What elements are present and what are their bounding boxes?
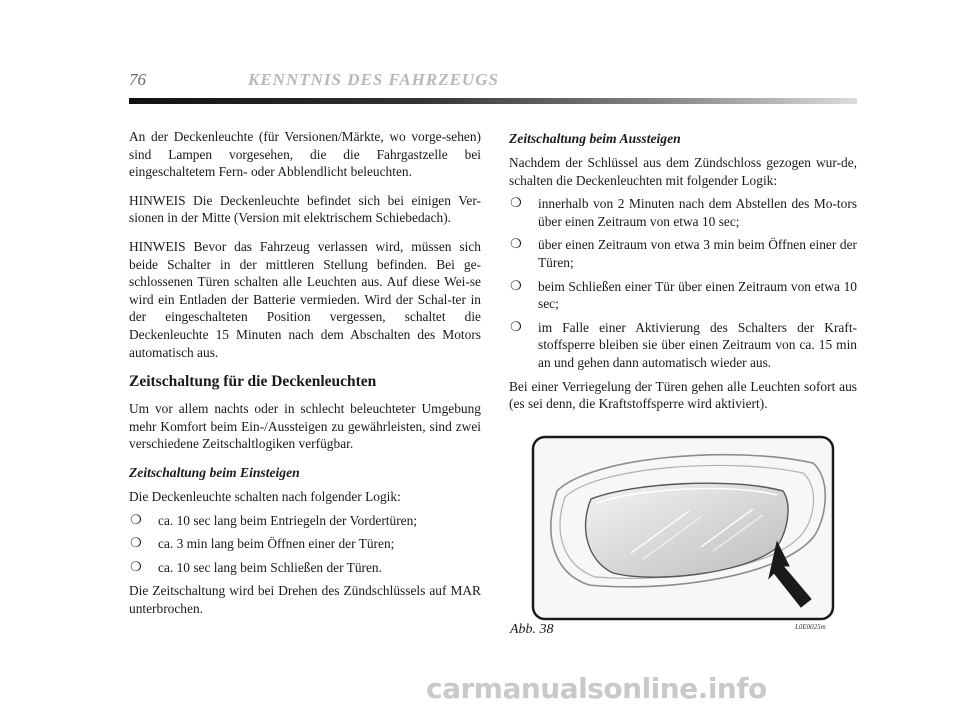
figure-code: L0E0025m	[795, 623, 826, 631]
note-center-light: HINWEIS Die Deckenleuchte befindet sich bei einigen Ver-sionen in der Mitte (Version mit elektrischem Schiebedach).	[129, 192, 481, 226]
list-item: ❍ innerhalb von 2 Minuten nach dem Abstellen des Mo-tors über einen Zeitraum von etwa 10 sec;	[510, 196, 857, 229]
circle-bullet-icon: ❍	[510, 237, 522, 253]
entry-logic-intro: Die Deckenleuchte schalten nach folgender Logik:	[129, 488, 401, 504]
circle-bullet-icon: ❍	[510, 196, 522, 212]
entry-interrupt-paragraph: Die Zeitschaltung wird bei Drehen des Zündschlüssels auf MAR unterbrochen.	[129, 583, 481, 616]
running-head: KENNTNIS DES FAHRZEUGS	[248, 70, 499, 89]
list-item: ❍ über einen Zeitraum von etwa 3 min beim Öffnen einer der Türen;	[510, 237, 857, 270]
timer-intro-paragraph: Um vor allem nachts oder in schlecht beleuchteter Umgebung mehr Komfort beim Ein-/Aussteigen zu gewährleisten, sind zwei verschiedene Zeitschaltlogiken verfügbar.	[129, 401, 481, 452]
circle-bullet-icon: ❍	[130, 512, 142, 528]
figure-ceiling-light	[531, 435, 835, 621]
circle-bullet-icon: ❍	[510, 319, 522, 335]
exit-bullet-list	[509, 195, 857, 371]
entry-subheading: Zeitschaltung beim Einsteigen	[129, 464, 300, 480]
page-number: 76	[129, 70, 146, 89]
header-rule	[129, 98, 857, 104]
circle-bullet-icon: ❍	[510, 278, 522, 294]
circle-bullet-icon: ❍	[130, 536, 142, 552]
figure-caption: Abb. 38	[510, 622, 554, 637]
exit-subheading: Zeitschaltung beim Aussteigen	[509, 131, 681, 146]
left-column	[129, 128, 481, 628]
list-item: ❍ im Falle einer Aktivierung des Schalters der Kraft-stoffsperre bleiben sie über einen Zeitraum von ca. 15 min an und gehen dann automatisch wieder aus.	[510, 319, 857, 370]
list-item: ❍ ca. 10 sec lang beim Schließen der Türen.	[130, 559, 382, 575]
entry-bullet-list	[129, 512, 481, 577]
circle-bullet-icon: ❍	[130, 559, 142, 575]
intro-paragraph: An der Deckenleuchte (für Versionen/Märkte, wo vorge-sehen) sind Lampen vorgesehen, die die Fahrgastzelle bei eingeschaltetem Fern- oder Abblendlicht beleuchten.	[129, 129, 481, 180]
door-lock-paragraph: Bei einer Verriegelung der Türen gehen alle Leuchten sofort aus (es sei denn, die Kraftstoffsperre wird aktiviert).	[509, 378, 857, 412]
list-item: ❍ beim Schließen einer Tür über einen Zeitraum von etwa 10 sec;	[510, 278, 857, 312]
exit-logic-intro: Nachdem der Schlüssel aus dem Zündschloss gezogen wur-de, schalten die Deckenleuchten mit folgender Logik:	[509, 155, 857, 188]
list-item: ❍ ca. 10 sec lang beim Entriegeln der Vordertüren;	[130, 512, 418, 528]
section-heading: Zeitschaltung für die Deckenleuchten	[129, 373, 377, 391]
watermark: carmanualsonline.info	[426, 672, 767, 705]
list-item: ❍ ca. 3 min lang beim Öffnen einer der Türen;	[130, 536, 395, 552]
ceiling-light-illustration	[531, 435, 835, 621]
right-column	[509, 128, 857, 424]
note-switches: HINWEIS Bevor das Fahrzeug verlassen wird, müssen sich beide Schalter in der mittleren Stellung befinden. Bei ge-schlossenen Türen schalten alle Leuchten aus. Auf diese Wei-se wird ein Entladen der Batterie vermieden. Wird der Schal-ter in der eingeschalteten Position vergessen, schaltet die Deckenleuchte 15 Minuten nach dem Abschalten des Motors automatisch aus.	[129, 238, 481, 360]
